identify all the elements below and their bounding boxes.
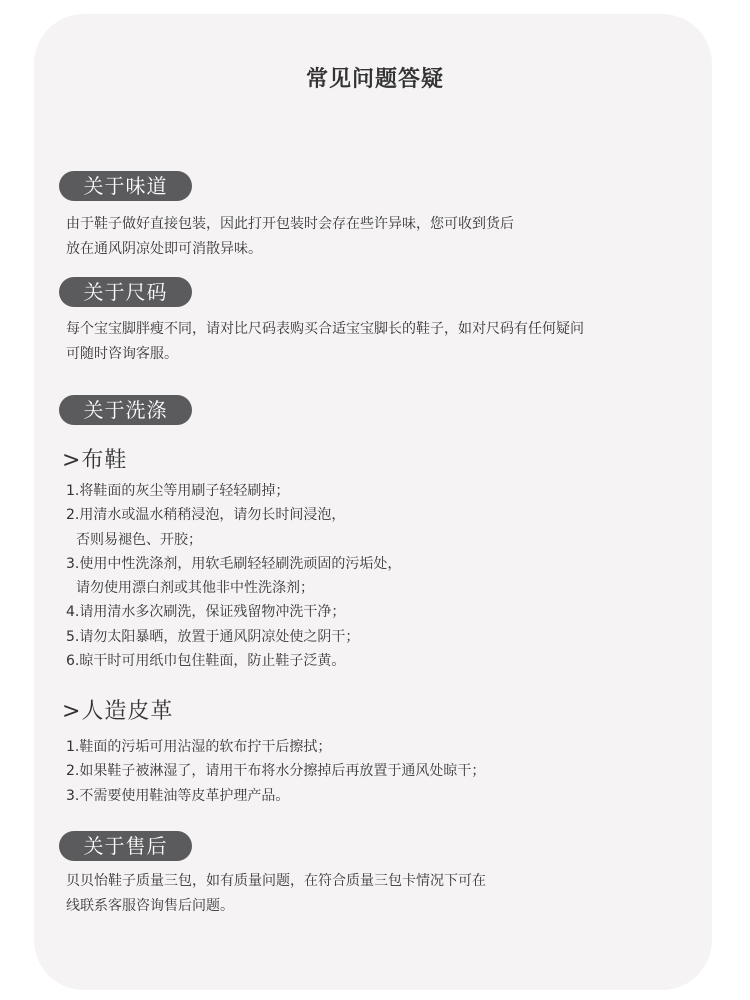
list-item: 3.使用中性洗涤剂，用软毛刷轻轻刷洗顽固的污垢处， bbox=[66, 555, 402, 572]
list-item: 1.将鞋面的灰尘等用刷子轻轻刷掉； bbox=[66, 483, 290, 499]
section-heading-size: 关于尺码 bbox=[59, 277, 192, 307]
paragraph-line: 贝贝怡鞋子质量三包，如有质量问题，在符合质量三包卡情况下可在 bbox=[66, 873, 486, 889]
smell-paragraph bbox=[66, 212, 514, 262]
paragraph-line: 线联系客服咨询售后问题。 bbox=[66, 898, 234, 914]
section-heading-smell: 关于味道 bbox=[59, 171, 192, 201]
list-item: 6.晾干时可用纸巾包住鞋面，防止鞋子泛黄。 bbox=[66, 653, 346, 670]
leather-shoes-list bbox=[66, 735, 485, 808]
subheading-cloth-shoes: >布鞋 bbox=[62, 448, 128, 473]
paragraph-line: 每个宝宝脚胖瘦不同，请对比尺码表购买合适宝宝脚长的鞋子，如对尺码有任何疑问 bbox=[66, 321, 584, 337]
list-item: 请勿使用漂白剂或其他非中性洗涤剂； bbox=[76, 580, 314, 597]
section-heading-aftersales: 关于售后 bbox=[59, 831, 192, 861]
paragraph-line: 由于鞋子做好直接包装，因此打开包装时会存在些许异味，您可收到货后 bbox=[66, 216, 514, 232]
list-item: 2.如果鞋子被淋湿了，请用干布将水分擦掉后再放置于通风处晾干； bbox=[66, 763, 486, 780]
size-paragraph bbox=[66, 317, 584, 367]
page-title: 常见问题答疑 bbox=[305, 67, 444, 92]
aftersales-paragraph bbox=[66, 869, 486, 919]
list-item: 2.用清水或温水稍稍浸泡，请勿长时间浸泡， bbox=[66, 507, 346, 524]
section-heading-washing: 关于洗涤 bbox=[59, 395, 192, 425]
list-item: 1.鞋面的污垢可用沾湿的软布拧干后擦拭； bbox=[66, 739, 332, 755]
list-item: 5.请勿太阳暴晒，放置于通风阴凉处使之阴干； bbox=[66, 628, 360, 645]
list-item: 4.请用清水多次刷洗，保证残留物冲洗干净； bbox=[66, 604, 346, 621]
subheading-leather-shoes: >人造皮革 bbox=[62, 699, 174, 724]
paragraph-line: 可随时咨询客服。 bbox=[66, 346, 178, 362]
list-item: 否则易褪色、开胶； bbox=[76, 531, 202, 548]
cloth-shoes-list bbox=[66, 479, 401, 673]
paragraph-line: 放在通风阴凉处即可消散异味。 bbox=[66, 241, 262, 257]
list-item: 3.不需要使用鞋油等皮革护理产品。 bbox=[66, 787, 290, 804]
